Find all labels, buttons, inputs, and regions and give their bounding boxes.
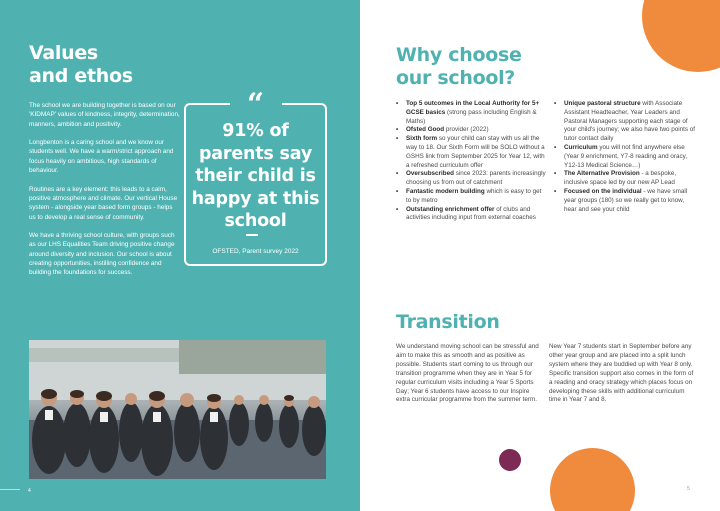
reason-heading: Top 5 outcomes in the Local Authority for 5+ GCSE basics [406,100,540,116]
reasons-list-left [396,100,546,223]
values-title [29,42,133,88]
reason-item [396,206,546,224]
reason-text: - a bespoke, inclusive space led by our new AP Lead [564,170,677,187]
students-photo-illustration [29,340,326,479]
values-body [29,101,181,287]
reason-heading: The Alternative Provision [564,170,640,178]
page-number: 5 [687,486,690,492]
students-photo [29,340,326,479]
reason-heading: Fantastic modern building [406,187,485,195]
decorative-orange-circle [550,448,635,511]
reason-item [396,188,546,206]
page-number: 4 [28,488,31,494]
why-choose-title [396,44,522,89]
reason-heading: Oversubscribed [406,170,454,178]
quote-source: OFSTED, Parent survey 2022 [212,248,299,255]
why-title-line2: our school? [396,66,516,89]
page-footer-rule [0,489,20,490]
reasons-list-right [554,100,696,214]
transition-title: Transition [396,311,500,333]
reason-heading: Ofsted Good [406,126,445,134]
reason-item [554,188,696,214]
reason-heading: Outstanding enrichment offer [406,205,495,213]
decorative-plum-circle [499,449,521,471]
reason-item [396,170,546,188]
reason-heading: Sixth form [406,135,438,143]
values-paragraph: Routines are a key element: this leads to a calm, positive atmosphere and climate. Our vertical House system - alongside year based form groups - helps us to develop a real sense of community. [29,185,178,221]
reason-item [396,100,546,126]
reason-item [396,135,546,170]
reason-item [396,126,546,135]
why-title-line1: Why choose [396,44,522,66]
reason-text: which is easy to get to by metro [406,187,542,204]
quote-mark-icon: “ [246,87,265,122]
right-page [360,0,720,511]
reason-text: provider (2022) [444,126,489,134]
values-paragraph: Longbenton is a caring school and we know our students well. We have a warm/strict approach and focus heavily on ambitious, high standards of behaviour. [29,139,174,175]
reason-text: with Associate Assistant Headteacher, Year Leaders and Pastoral Managers supporting each stage of your child's journey; we also have two points of tutor contact daily [564,100,696,143]
values-title-line1: Values [29,42,98,64]
quote-divider [246,234,258,236]
transition-paragraph-right: New Year 7 students start in September before any other year group and are placed into a split lunch system where they are buddied up with Year 8 only. Specific transition support also comes in the form of a reading and oracy strategy which places focus on developing these skills with additional curriculum time in Year 7 and 8. [549,343,694,404]
reason-heading: Focused on the individual [564,187,642,195]
reason-text: - we have small year groups (180) so we really get to know, hear and see your child [564,187,688,213]
reason-item [554,170,696,188]
reason-text: so your child can stay with us all the way to 18. Our Sixth Form will be SOLO without a GSHS link from September 2025 for Year 12, with a refreshed curriculum offer [406,135,545,169]
transition-paragraph-left: We understand moving school can be stressful and aim to make this as smooth and as positive as possible. Students start coming to us through our transition programme when they are in Year 5 for regular curriculum visits including a Year 5 Sports Day; Year 6 students have access to our Inspire extra curricular programme from the summer term. [396,343,539,404]
reason-heading: Unique pastoral structure [564,100,641,107]
values-paragraph: We have a thriving school culture, with groups such as our LHS Equalities Team driving positive change around diversity and inclusion. Our school is about creating opportunities, instilling confidence and building the foundations for success. [29,232,175,277]
reason-text: since 2023: parents increasingly choosing us from out of catchment [406,170,546,187]
quote-text: 91% of parents say their child is happy at this school [191,121,320,231]
values-title-line2: and ethos [29,65,133,87]
reason-text: you will not find anywhere else (Year 9 enrichment, Y7-8 reading and oracy, Y12-13 Medical Science…) [564,143,688,169]
decorative-orange-circle [642,0,720,72]
reason-heading: Curriculum [564,143,598,151]
values-paragraph: The school we are building together is based on our 'KIDMAP' values of kindness, integrity, determination, manners, ambition and positivity. [29,102,180,128]
reason-item [554,100,696,144]
reason-text: (strong pass including English & Maths) [406,108,537,125]
reason-item [554,144,696,170]
reason-text: of clubs and activities including input from external coaches [406,205,536,222]
